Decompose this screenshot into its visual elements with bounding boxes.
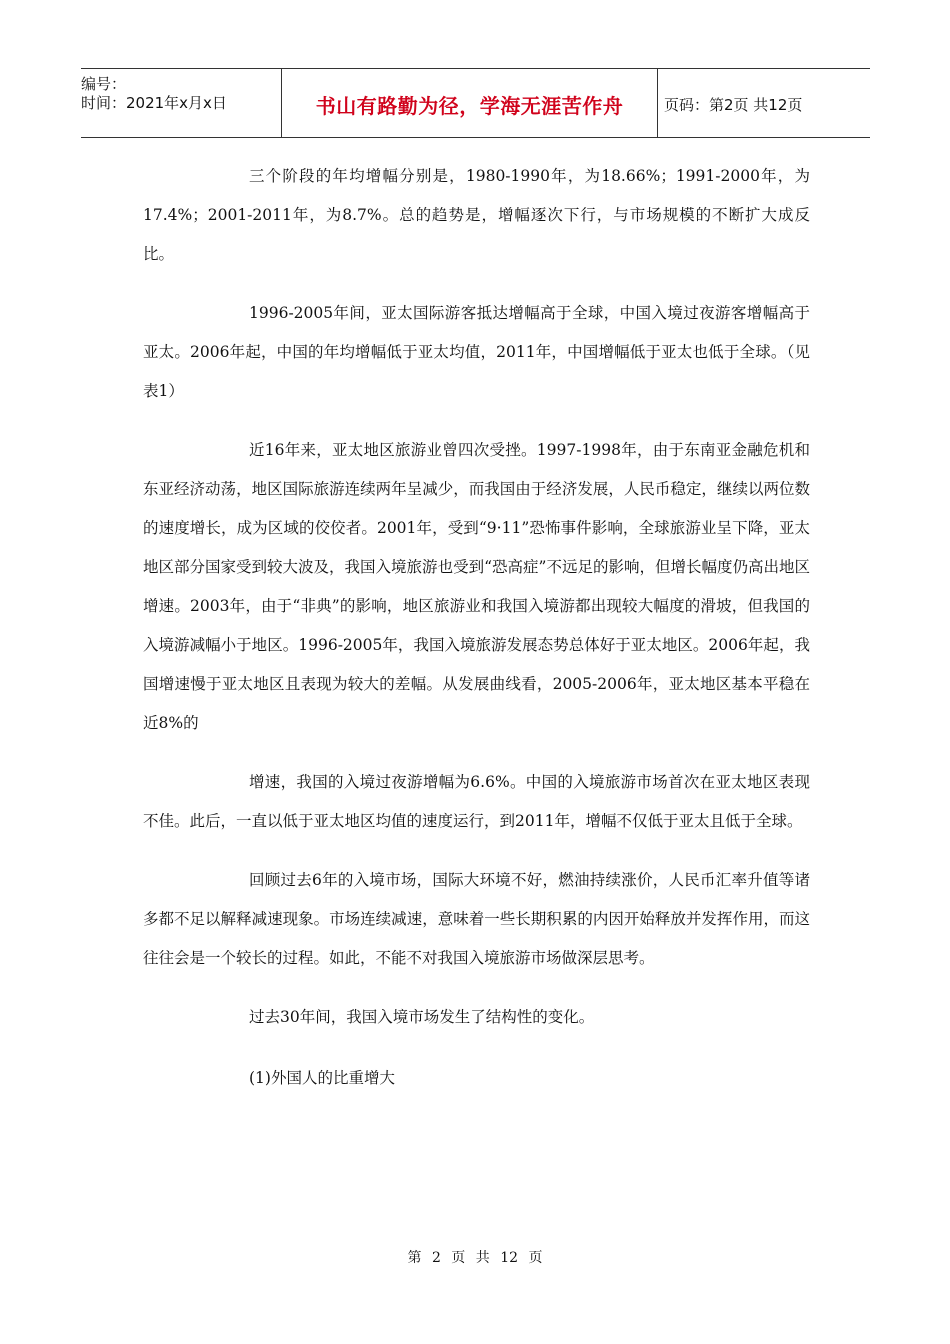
page-footer: 第 2 页 共 12 页 (407, 1250, 543, 1266)
document-body (143, 157, 810, 1118)
header-page-number: 页码：第2页 共12页 (664, 96, 803, 114)
body-paragraph-4: 增速，我国的入境过夜游增幅为6.6%。中国的入境旅游市场首次在亚太地区表现不佳。此后，一直以低于亚太地区均值的速度运行，到2011年，增幅不仅低于亚太且低于全球。 (143, 773, 810, 830)
header-page-cell (658, 69, 870, 137)
document-number-label: 编号： (81, 75, 127, 93)
header-motto-cell (281, 69, 658, 137)
body-paragraph-6: 过去30年间，我国入境市场发生了结构性的变化。 (249, 1008, 595, 1026)
body-paragraph-3: 近16年来，亚太地区旅游业曾四次受挫。1997-1998年，由于东南亚金融危机和东亚经济动荡，地区国际旅游连续两年呈减少，而我国由于经济发展，人民币稳定，继续以两位数的速度增长，成为区域的佼佼者。2001年，受到“9·11”恐怖事件影响，全球旅游业呈下降，亚太地区部分国家受到较大波及，我国入境旅游也受到“恐高症”不远足的影响，但增长幅度仍高出地区增速。2003年，由于“非典”的影响，地区旅游业和我国入境游都出现较大幅度的滑坡，但我国的入境游减幅小于地区。1996-2005年，我国入境旅游发展态势总体好于亚太地区。2006年起，我国增速慢于亚太地区且表现为较大的差幅。从发展曲线看，2005-2006年，亚太地区基本平稳在近8%的 (143, 441, 810, 732)
page-header (81, 68, 870, 138)
document-date-label: 时间：2021年x月x日 (81, 94, 227, 112)
body-paragraph-1: 三个阶段的年均增幅分别是，1980-1990年，为18.66%；1991-2000年，为17.4%；2001-2011年，为8.7%。总的趋势是，增幅逐次下行，与市场规模的不断扩大成反比。 (143, 167, 810, 263)
body-paragraph-2: 1996-2005年间，亚太国际游客抵达增幅高于全球，中国入境过夜游客增幅高于亚太。2006年起，中国的年均增幅低于亚太均值，2011年，中国增幅低于亚太也低于全球。（见表1） (143, 304, 810, 400)
header-motto: 书山有路勤为径，学海无涯苦作舟 (315, 94, 624, 118)
header-meta (81, 69, 281, 137)
body-paragraph-5: 回顾过去6年的入境市场，国际大环境不好，燃油持续涨价，人民币汇率升值等诸多都不足以解释减速现象。市场连续减速，意味着一些长期积累的内因开始释放并发挥作用，而这往往会是一个较长的过程。如此，不能不对我国入境旅游市场做深层思考。 (143, 871, 810, 967)
section-heading: (1)外国人的比重增大 (249, 1069, 395, 1087)
